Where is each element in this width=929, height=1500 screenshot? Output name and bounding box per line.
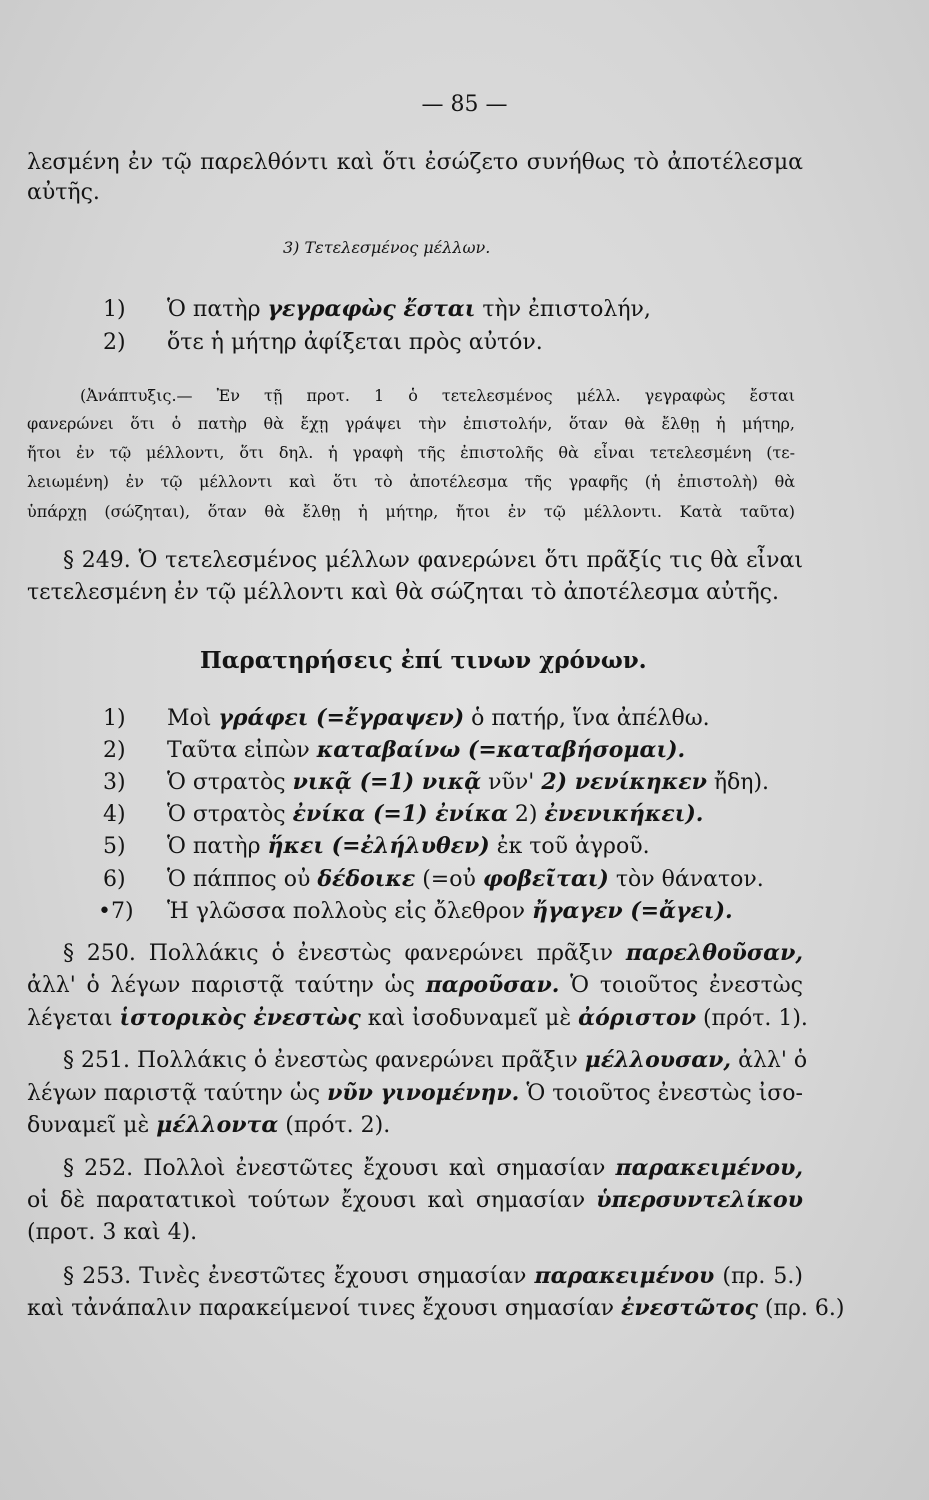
section-252-line-1: § 252. Πολλοὶ ἐνεστῶτες ἔχουσι καὶ σημασίαν παρακειμένου, [63,1155,803,1181]
example-number: 1) [103,297,126,322]
section-253-line-1: § 253. Τινὲς ἐνεστῶτες ἔχουσι σημασίαν παρακειμένου (πρ. 5.) [63,1263,804,1289]
example-b-2: 2) Ταῦτα εἰπὼν καταβαίνω (=καταβήσομαι). [103,737,686,763]
example-number: 2) [103,330,126,355]
example-b-5: 5) Ὁ πατὴρ ἥκει (=ἐλήλυθεν) ἐκ τοῦ ἀγροῦ. [103,833,650,859]
page-number: — 85 — [421,92,508,117]
example-b-6: 6) Ὁ πάππος οὐ δέδοικε (=οὐ φοβεῖται) τὸν θάνατον. [103,866,764,892]
section-250-line-2: ἀλλ' ὁ λέγων παριστᾷ ταύτην ὡς παροῦσαν. Ὁ τοιοῦτος ἐνεστὼς [27,972,803,998]
example-number: 5) [103,834,126,859]
section-heading: Παρατηρήσεις ἐπί τινων χρόνων. [200,647,647,674]
example-b-1: 1) Μοὶ γράφει (=ἔγραψεν) ὁ πατήρ, ἵνα ἀπέλθω. [103,705,710,731]
section-251-line-1: § 251. Πολλάκις ὁ ἐνεστὼς φανερώνει πρᾶξιν μέλλουσαν, ἀλλ' ὁ [63,1047,808,1073]
analysis-line-2: φανερώνει ὅτι ὁ πατὴρ θὰ ἔχῃ γράψει τὴν ἐπιστολήν, ὅταν θὰ ἔλθῃ ἡ μήτηρ, [27,414,795,433]
example-b-4: 4) Ὁ στρατὸς ἐνίκα (=1) ἐνίκα 2) ἐνενικήκει). [103,801,704,827]
section-249-line-1: § 249. Ὁ τετελεσμένος μέλλων φανερώνει ὅτι πρᾶξίς τις θὰ εἶναι [63,548,803,573]
example-a-2: 2) ὅτε ἡ μήτηρ ἀφίξεται πρὸς αὐτόν. [103,330,543,355]
intro-line-2: αὐτῆς. [27,180,100,205]
section-252-line-2: οἱ δὲ παρατατικοὶ τούτων ἔχουσι καὶ σημασίαν ὑπερσυντελίκου [27,1187,803,1213]
analysis-line-4: λειωμένη) ἐν τῷ μέλλοντι καὶ ὅτι τὸ ἀποτέλεσμα τῆς γραφῆς (ἡ ἐπιστολὴ) θὰ [27,472,795,491]
example-number: •7) [98,899,134,924]
analysis-line-3: ἤτοι ἐν τῷ μέλλοντι, ὅτι δηλ. ἡ γραφὴ τῆς ἐπιστολῆς θὰ εἶναι τετελεσμένη (τε- [27,443,795,462]
section-253-line-2: καὶ τἀνάπαλιν παρακείμενοί τινες ἔχουσι σημασίαν ἐνεστῶτος (πρ. 6.) [27,1295,845,1321]
example-b-7: •7) Ἡ γλῶσσα πολλοὺς εἰς ὄλεθρον ἤγαγεν (=ἄγει). [98,898,733,924]
section-251-line-3: δυναμεῖ μὲ μέλλοντα (πρότ. 2). [27,1112,391,1138]
section-250-line-3: λέγεται ἱστορικὸς ἐνεστὼς καὶ ἰσοδυναμεῖ μὲ ἀόριστον (πρότ. 1). [27,1005,808,1031]
intro-line-1: λεσμένη ἐν τῷ παρελθόντι καὶ ὅτι ἐσώζετο συνήθως τὸ ἀποτέλεσμα [27,150,803,175]
section-250-line-1: § 250. Πολλάκις ὁ ἐνεστὼς φανερώνει πρᾶξιν παρελθοῦσαν, [63,940,803,966]
example-a-1: 1) Ὁ πατὴρ γεγραφὼς ἔσται τὴν ἐπιστολήν, [103,296,651,322]
example-number: 6) [103,867,126,892]
section-251-line-2: λέγων παριστᾷ ταύτην ὡς νῦν γινομένην. Ὁ τοιοῦτος ἐνεστὼς ἰσο- [27,1080,803,1106]
example-number: 3) [103,770,126,795]
section-252-line-3: (προτ. 3 καὶ 4). [27,1220,198,1245]
example-b-3: 3) Ὁ στρατὸς νικᾷ (=1) νικᾷ νῦν' 2) νενίκηκεν ἤδη). [103,769,770,795]
section-249-line-2: τετελεσμένη ἐν τῷ μέλλοντι καὶ θὰ σώζηται τὸ ἀποτέλεσμα αὐτῆς. [27,580,779,605]
analysis-line-1: (Ἀνάπτυξις.— Ἐν τῇ προτ. 1 ὁ τετελεσμένος μέλλ. γεγραφὼς ἔσται [80,386,795,405]
example-number: 1) [103,706,126,731]
subheading: 3) Τετελεσμένος μέλλων. [283,238,491,257]
analysis-line-5: ὑπάρχῃ (σώζηται), ὅταν θὰ ἔλθῃ ἡ μήτηρ, ἤτοι ἐν τῷ μέλλοντι. Κατὰ ταῦτα) [27,502,795,521]
example-number: 2) [103,738,126,763]
example-number: 4) [103,802,126,827]
